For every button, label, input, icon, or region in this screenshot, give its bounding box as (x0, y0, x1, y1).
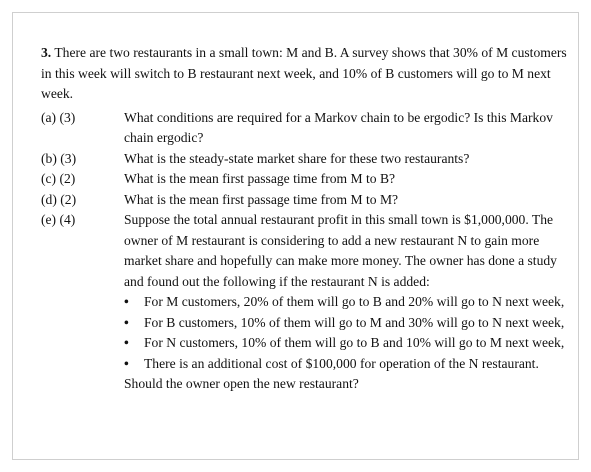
bullet-icon: • (124, 335, 129, 350)
question-text: What is the steady-state market share for these two restaurants? (124, 150, 470, 166)
bullet-item (124, 354, 571, 375)
question-label: (e) (4) (41, 212, 76, 227)
bullet-text: There is an additional cost of $100,000 for operation of the N restaurant. (144, 355, 539, 371)
question-label: (a) (3) (41, 109, 76, 125)
question-text: What conditions are required for a Markov chain to be ergodic? Is this Markov chain ergodic? (124, 109, 553, 145)
question-e-body (124, 210, 571, 395)
bullet-item (124, 313, 571, 334)
question-text: What is the mean first passage time from M to M? (124, 191, 399, 207)
question-label: (b) (3) (41, 150, 77, 166)
bullet-text: For B customers, 10% of them will go to M and 30% will go to N next week, (144, 314, 565, 330)
problem-intro (41, 43, 571, 105)
bullet-item (124, 292, 571, 313)
question-d (41, 190, 571, 211)
problem-text (41, 43, 571, 395)
bullet-text: For M customers, 20% of them will go to B and 20% will go to N next week, (144, 294, 565, 309)
problem-number: 3. (41, 45, 52, 60)
problem-intro-text: There are two restaurants in a small town: M and B. A survey shows that 30% of M customers in this week will switch to B restaurant next week, and 10% of B customers will go to M next week. (41, 45, 567, 101)
question-text: Suppose the total annual restaurant profit in this small town is $1,000,000. The owner of M restaurant is considering to add a new restaurant N to gain more market share and hopefully can make more money. The owner has done a study and found out the following if the restaurant N is added: (124, 212, 557, 289)
bullet-icon: • (124, 294, 129, 309)
question-text: What is the mean first passage time from M to B? (124, 171, 396, 186)
scenario-bullet-list (124, 292, 571, 374)
question-c (41, 169, 571, 190)
bullet-text: For N customers, 10% of them will go to B and 10% will go to M next week, (144, 335, 565, 350)
bullet-icon: • (124, 355, 129, 371)
closing-question: Should the owner open the new restaurant? (124, 376, 359, 391)
bullet-icon: • (124, 314, 129, 330)
question-label: (c) (2) (41, 171, 76, 186)
question-b (41, 149, 571, 170)
bullet-item (124, 333, 571, 354)
question-e (41, 210, 571, 395)
question-a (41, 108, 571, 149)
question-label: (d) (2) (41, 191, 77, 207)
document-frame (12, 12, 579, 460)
